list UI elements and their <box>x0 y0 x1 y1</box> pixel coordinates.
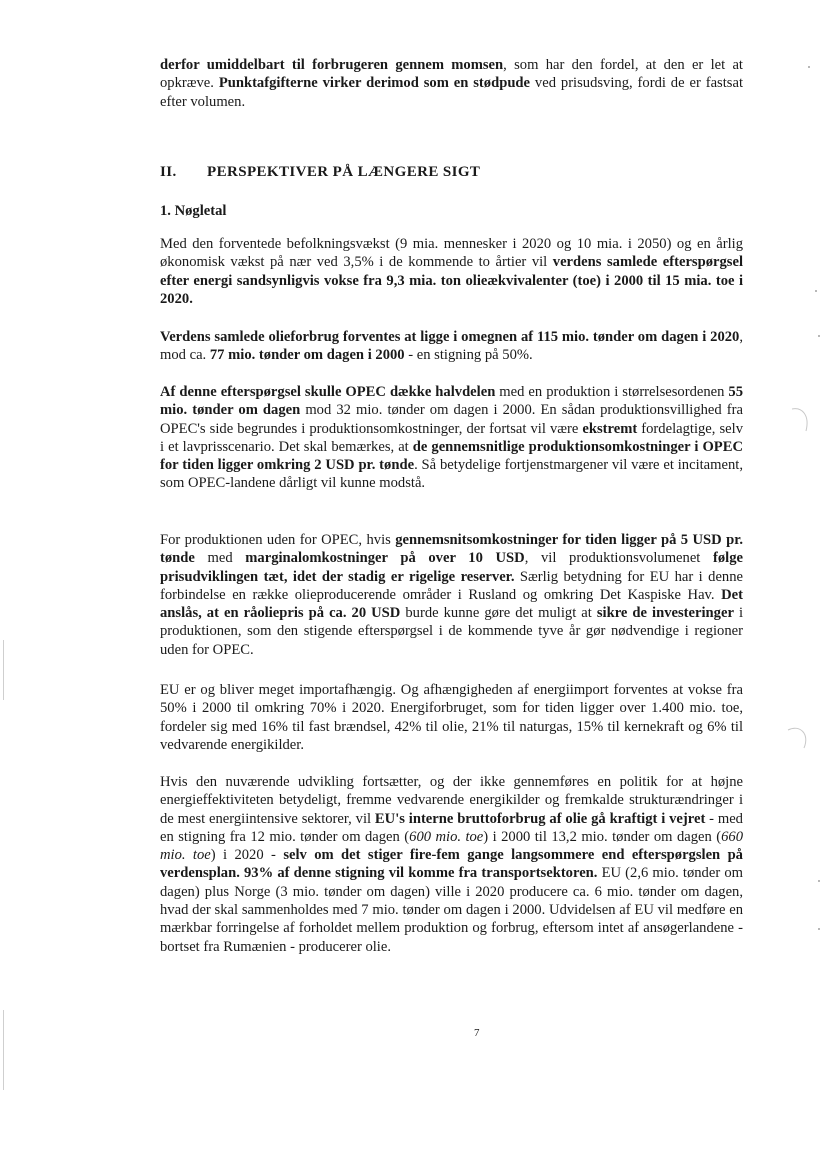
text-run: burde kunne gøre det muligt at <box>400 605 597 622</box>
text-run: mod 32 mio. tønder om dagen i 2000. En sådan produktionsvillighed fra OPEC's side begrundes i produktionsomkostninger, der fortsat vil være <box>160 402 743 437</box>
text-run: , mod ca. <box>160 329 743 364</box>
text-run: 660 mio. toe <box>160 828 743 864</box>
subheading: 1. Nøgletal <box>160 203 227 219</box>
scan-speck <box>818 928 820 930</box>
page-number: 7 <box>474 1027 480 1039</box>
paragraph-energy-demand <box>160 235 743 308</box>
text-run: For produktionen uden for OPEC, hvis <box>160 532 396 548</box>
text-run: i produktionen, som den stigende efterspørgsel i de kommende tyve år gør nødvendige i regioner uden for OPEC. <box>160 605 744 658</box>
text-run: EU (2,6 mio. tønder om dagen) plus Norge (3 mio. tønder om dagen) ville i 2020 producere ca. 6 mio. tønder om dagen, hvad der skal sammenholdes med 7 mio. tønder om dagen i 2000. Udvidelsen af EU vil medføre en mærkbar forringelse af forholdet mellem produktion og forbrug, eftersom intet af ansøgerlandene - bortset fra Rumænien - producerer olie. <box>160 865 743 955</box>
text-run: - med en stigning fra 12 mio. tønder om dagen ( <box>160 810 743 845</box>
text-run: marginalomkostninger på over 10 USD <box>245 550 525 567</box>
text-run: selv om det stiger fire-fem gange langsommere end efterspørgslen på verdensplan. 93% af denne stigning vil komme fra transportsektoren. <box>160 847 743 882</box>
text-run: med <box>194 550 246 567</box>
text-run: med en produktion i størrelsesordenen <box>495 384 729 400</box>
text-run: gennemsnitsomkostninger for tiden ligger på 5 USD pr. tønde <box>160 532 743 567</box>
text-run: 55 mio. tønder om dagen <box>160 384 743 419</box>
text-run: Særlig betydning for EU har i denne forbindelse en række olieproducerende områder i Rusland og omkring Det Kaspiske Hav. <box>160 568 743 603</box>
scan-artifact <box>3 1010 4 1090</box>
text-run: de gennemsnitlige produktionsomkostninger i OPEC for tiden ligger omkring 2 USD pr. tønde <box>160 438 743 474</box>
text-run: fordelagtige, selv i et lavprisscenario. Det skal bemærkes, at <box>160 420 743 455</box>
text-run: Hvis den nuværende udvikling fortsætter, og der ikke gennemføres en politik for at højne energieffektiviteten betydeligt, fremme vedvarende energikilder og fremkalde strukturændringer i de mest energiintensive sektorer, vil <box>160 774 743 827</box>
text-run: 77 mio. tønder om dagen i 2000 <box>209 347 405 364</box>
text-run: ekstremt <box>582 420 638 437</box>
scan-punch-mark <box>790 405 812 435</box>
text-run: ved prisudsving, fordi de er fastsat efter volumen. <box>160 75 743 110</box>
text-run: Verdens samlede olieforbrug forventes at ligge i omegnen af 115 mio. tønder om dagen i 2020 <box>160 329 740 345</box>
scan-speck <box>815 290 817 292</box>
text-run: derfor umiddelbart til forbrugeren gennem momsen <box>160 57 504 73</box>
scan-speck <box>818 880 820 882</box>
paragraph-intro <box>160 56 743 111</box>
text-run: ) i 2020 - <box>210 847 284 864</box>
text-run: ) i 2000 til 13,2 mio. tønder om dagen ( <box>483 828 722 845</box>
text-run: , vil produktionsvolumenet <box>524 550 713 567</box>
paragraph-eu-import <box>160 681 743 754</box>
section-heading <box>160 164 480 181</box>
text-run: følge prisudviklingen tæt, idet der stadig er rigelige reserver. <box>160 550 743 585</box>
text-run: 600 mio. toe <box>409 828 484 845</box>
paragraph-non-opec <box>160 531 743 659</box>
paragraph-opec <box>160 383 743 493</box>
scan-speck <box>808 66 810 68</box>
text-run: EU's interne bruttoforbrug af olie gå kraftigt i vejret <box>374 810 706 827</box>
scan-artifact <box>3 640 4 700</box>
text-run: Med den forventede befolkningsvækst (9 mia. mennesker i 2020 og 10 mia. i 2050) og en årlig økonomisk vækst på nær ved 3,5% i de kommende to årtier vil <box>160 236 743 271</box>
text-run: Det anslås, at en råoliepris på ca. 20 USD <box>160 586 743 622</box>
text-run: EU er og bliver meget importafhængig. Og afhængigheden af energiimport forventes at vokse fra 50% i 2000 til omkring 70% i 2020. Energiforbruget, som for tiden ligger over 1.400 mio. toe, fordeler sig med 16% til fast brændsel, 42% til olie, 21% til naturgas, 15% til kernekraft og 6% til vedvarende energikilder. <box>160 682 743 753</box>
paragraph-oil-consumption <box>160 328 743 365</box>
text-run: Punktafgifterne virker derimod som en stødpude <box>218 75 531 92</box>
section-title: PERSPEKTIVER PÅ LÆNGERE SIGT <box>207 164 481 180</box>
section-number: II. <box>160 164 177 180</box>
scan-speck <box>818 335 820 337</box>
paragraph-eu-consumption <box>160 773 743 956</box>
text-run: Af denne efterspørgsel skulle OPEC dække halvdelen <box>160 384 496 400</box>
text-run: . Så betydelige fortjenstmargener vil være et incitament, som OPEC-landene dårligt vil kunne modstå. <box>160 457 743 492</box>
text-run: , som har den fordel, at den er let at opkræve. <box>160 57 743 92</box>
scan-punch-mark <box>786 722 812 752</box>
text-run: - en stigning på 50%. <box>404 347 533 364</box>
text-run: sikre de investeringer <box>596 605 734 622</box>
text-run: verdens samlede efterspørgsel efter energi sandsynligvis vokse fra 9,3 mia. ton olieækvivalenter (toe) i 2000 til 15 mia. toe i 2020. <box>160 254 743 307</box>
